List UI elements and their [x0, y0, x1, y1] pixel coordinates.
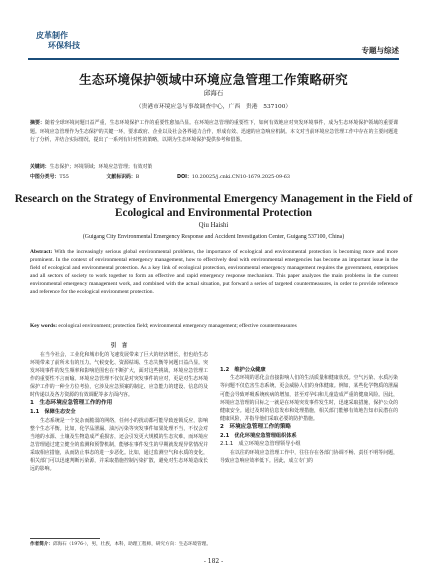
keywords-chinese-text: 生态保护；环境领域；环境应急管理；有效对策	[49, 164, 153, 170]
title-chinese: 生态环境保护领域中环境应急管理工作策略研究	[79, 72, 348, 87]
journal-logo	[36, 31, 106, 51]
section-2-1-1-heading: 2.1.1 成立环境应急管理领导小组	[220, 441, 301, 448]
page-number: - 182 -	[203, 558, 224, 565]
logo-line-1: 皮革制作	[36, 31, 68, 40]
section-1-heading: 1 生态环境应急管理工作的作用	[30, 400, 113, 407]
abstract-chinese	[30, 119, 398, 145]
author-footnote	[30, 541, 398, 548]
body-column-right	[220, 342, 398, 465]
abstract-chinese-label: 摘要：	[30, 120, 45, 126]
section-1-2-paragraph: 生态环境的恶化会直接影响人们的生活质量和健康状况。空气污染、水质污染等问题不仅危害生态系统，更会威胁人们的身体健康。例如，某些化学物质的泄漏可能会导致呼吸系统疾病的增加，甚至对孕妇和儿童造成严重的健康风险。因此，环境应急管理的目标之一就是在环境突发事件发生时，迅速采取措施，保护公众的健康安全。通过及时的信息发布和处理措施，相关部门能够有效地告知市民潜在的健康风险，并指导他们采取必要的防护措施。	[220, 375, 398, 422]
keywords-chinese	[30, 163, 398, 171]
logo-line-2: 环保科技	[48, 41, 80, 50]
clc-value: T55	[59, 174, 69, 180]
header-divider	[28, 58, 399, 60]
abstract-english-text: With the increasingly serious global environmental problems, the importance of ecological and environmental protection is becoming more and more prominent. In the context of environmental emergency management, how to effectively deal with environmental emergencies has become an important issue in the field of ecological and environmental protection. As a key link of ecological protection, environmental emergency management requires the government, enterprises and all sectors of society to work together to form an effective and rapid emergency response mechanism. This paper analyzes the main problems in the current environmental emergency management work, and combined with the actual situation, put forward a series of targeted countermeasures, in order to provide reference and reference for the ecological environment protection.	[30, 249, 398, 296]
doi-value: 10.20025/j.cnki.CN10-1679.2025-09-63	[191, 174, 291, 180]
clc-field	[30, 174, 87, 180]
footnote-text: 邱海石（1976-），男，壮族，本科，助理工程师，研究方向：生态环境管理。	[52, 542, 211, 547]
doc-code-field	[106, 174, 157, 180]
title-english: Research on the Strategy of Environmental Emergency Management in the Field of Ecological and Environmental Protection	[14, 193, 413, 219]
body-column-left	[30, 342, 208, 473]
doc-code-value: B	[135, 174, 140, 180]
author-english: Qiu Haishi	[198, 222, 229, 229]
section-1-1-paragraph: 生态系统是一个复杂而脆弱的网络，任何小的扰动都可能导致连锁反应，影响整个生态平衡。比如，化学品泄漏、油污污染等突发事件如果处理不当，不仅会对当地的水源、土壤及生物造成严重损害，还会引发更大规模的生态灾难。而环境应急管理通过建立健全的监测和预警机制，能够在事件发生的早期就发现异常情况并采取相应措施，从而防止事态的进一步恶化。比如，通过监测空气和水质的变化，相关部门可以迅速判断污染源，并采取措施控制污染扩散，避免对生态环境造成长远的影响。	[30, 417, 208, 472]
footnote-divider	[30, 538, 100, 539]
keywords-english	[30, 322, 398, 330]
abstract-english	[30, 248, 398, 297]
affiliation-chinese: （贵港市环境应急与事故调查中心，广西 贵港 537100）	[135, 104, 292, 110]
section-2-1-heading: 2.1 优化环境应急管理组织体系	[220, 432, 297, 439]
author-chinese: 邱海石	[203, 89, 224, 97]
classification-row	[30, 173, 398, 181]
doi-field	[177, 174, 308, 180]
section-1-2-heading: 1.2 维护公众健康	[220, 367, 266, 373]
intro-paragraph: 在当今社会，工业化和城市化的飞速发展带来了巨大的经济增长，但也给生态环境带来了前所未有的压力。气候变化、资源枯竭、生态失衡等问题日益凸显。突发环境事件的发生频率和影响范围也在不断扩大，面对这些挑战，环境应急管理工作的重要性不言而喻。环境应急管理不仅仅是对突发事件的应对，更是对生态环境保护工作的一种全方位考验，它涉及应急预案的制定、应急能力的建设、信息的及时传递以及各方资源的有效调配等多方面内容。	[30, 352, 208, 399]
footnote-label: 作者简介：	[30, 542, 53, 547]
section-1-1-heading: 1.1 保障生态安全	[30, 409, 76, 416]
abstract-english-label: Abstract:	[30, 249, 53, 255]
doi-label: DOI：	[176, 174, 192, 180]
intro-heading: 引 言	[110, 343, 128, 349]
section-2-heading: 2 环境应急管理工作的策略	[220, 423, 292, 430]
keywords-english-text: ecological environment; protection field; environmental emergency management; effective countermeasures	[58, 323, 297, 329]
section-label: 专题与综述	[361, 46, 399, 55]
section-2-1-1-paragraph: 在以往的环境应急管理工作中，往往存在各部门协调不畅、责任不明等问题，导致应急响应效率低下。因此，成立专门的	[220, 449, 398, 464]
keywords-english-label: Key words:	[30, 323, 58, 329]
affiliation-english: (Guigang City Environmental Emergency Response and Accident Investigation Center, Guigang 537100, China)	[82, 234, 345, 240]
doc-code-label: 文献标识码：	[106, 174, 136, 180]
abstract-chinese-text: 随着全球环境问题日益严重，生态环境保护工作的重要性愈加凸显。在环境应急管理的重要性下，如何有效地应对突发环境事件，成为生态环境保护领域的重要课题。环境应急管理作为生态保护的关键一环，要求政府、企业以及社会各界通力合作，形成有效、迅速的应急响应机制。本文对当前环境应急管理工作中存在的主要问题进行了分析，并结合实际情况，提出了一系列有针对性的策略，以期为生态环境保护提供参考和借鉴。	[30, 120, 398, 144]
clc-label: 中图分类号：	[30, 174, 60, 180]
keywords-chinese-label: 关键词：	[30, 164, 50, 170]
